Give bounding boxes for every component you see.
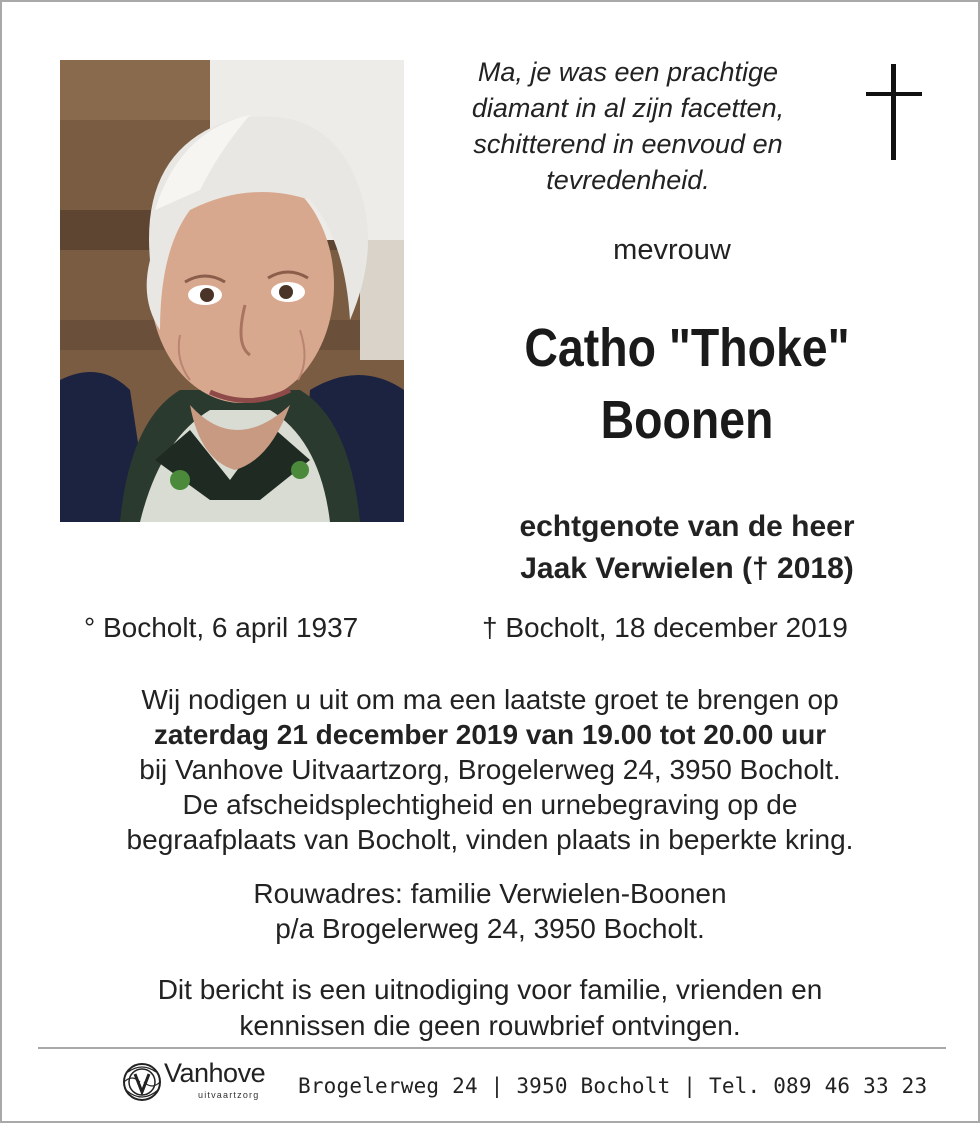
death-date: † Bocholt, 18 december 2019 [482, 612, 848, 643]
quote-line: schitterend in eenvoud en [473, 129, 783, 159]
birth-date: ° Bocholt, 6 april 1937 [84, 612, 359, 643]
funeral-home-logo [120, 1058, 290, 1108]
deceased-name-line: Catho "Thoke" [524, 318, 850, 378]
quote-line: tevredenheid. [546, 165, 710, 195]
quote-line: diamant in al zijn facetten, [471, 93, 785, 123]
note-line: Dit bericht is een uitnodiging voor familie, vrienden en [157, 974, 823, 1005]
address-line: p/a Brogelerweg 24, 3950 Bocholt. [275, 913, 705, 944]
funeral-home-contact: Brogelerweg 24 | 3950 Bocholt | Tel. 089 46 33 23 [298, 1074, 928, 1098]
deceased-name [459, 312, 915, 456]
address-line: Rouwadres: familie Verwielen-Boonen [253, 878, 727, 909]
deceased-name-line: Boonen [600, 390, 774, 450]
portrait-illustration [60, 60, 404, 522]
quote-line: Ma, je was een prachtige [477, 57, 779, 87]
vanhove-logo-icon [120, 1060, 166, 1104]
portrait-photo [60, 60, 404, 522]
honorific-title: mevrouw [613, 234, 731, 266]
invitation-line: De afscheidsplechtigheid en urnebegraving op de [182, 789, 798, 820]
mourning-address [42, 876, 938, 946]
visitation-datetime: zaterdag 21 december 2019 van 19.00 tot 20.00 uur [153, 719, 827, 750]
note-line: kennissen die geen rouwbrief ontvingen. [239, 1010, 741, 1041]
spouse-info [422, 506, 952, 590]
invitation-line: bij Vanhove Uitvaartzorg, Brogelerweg 24, 3950 Bocholt. [139, 754, 841, 785]
invitation-note [42, 972, 938, 1044]
memorial-quote [428, 54, 828, 198]
invitation-line: Wij nodigen u uit om ma een laatste groet te brengen op [141, 684, 839, 715]
latin-cross-icon [866, 64, 922, 160]
logo-subtitle: uitvaartzorg [198, 1090, 260, 1100]
invitation-line: begraafplaats van Bocholt, vinden plaats in beperkte kring. [126, 824, 854, 855]
spouse-line: Jaak Verwielen († 2018) [520, 552, 854, 585]
footer-divider [38, 1047, 946, 1049]
logo-name: Vanhove [164, 1058, 266, 1088]
invitation-text [42, 682, 938, 857]
spouse-line: echtgenote van de heer [519, 510, 855, 543]
